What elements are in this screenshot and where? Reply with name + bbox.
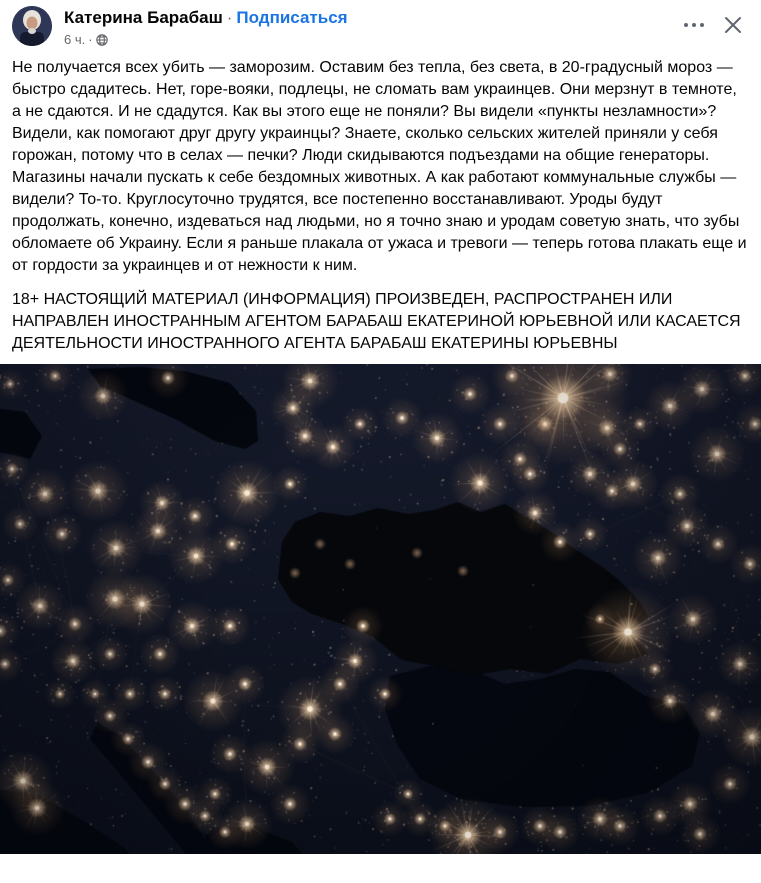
post-header [0,0,761,48]
post-image[interactable] [0,364,761,854]
more-options-button[interactable] [679,17,709,33]
post-timestamp[interactable]: 6 ч. [64,32,86,47]
foreign-agent-disclaimer: 18+ НАСТОЯЩИЙ МАТЕРИАЛ (ИНФОРМАЦИЯ) ПРОИЗВЕДЕН, РАСПРОСТРАНЕН ИЛИ НАПРАВЛЕН ИНОСТРАННЫМ АГЕНТОМ БАРАБАШ ЕКАТЕРИНОЙ ЮРЬЕВНОЙ ИЛИ КАСАЕТСЯ ДЕЯТЕЛЬНОСТИ ИНОСТРАННОГО АГЕНТА БАРАБАШ ЕКАТЕРИНЫ ЮРЬЕВНЫ [12,291,741,352]
post-text: Не получается всех убить — заморозим. Оставим без тепла, без света, в 20-градусный мороз — быстро сдадитесь. Нет, горе-вояки, подлецы, не сломать вам украинцев. Они мерзнут в темноте, а не сдаются. И не сдадутся. Как вы этого еще не поняли? Вы видели «пункты незламности»? Видели, как помогают друг другу украинцы? Знаете, сколько сельских жителей приняли у себя горожан, потому что в селах — печки? Люди скидываются подъездами на общие генераторы. Магазины начали пускать к себе бездомных животных. А как работают коммунальные службы — видели? То-то. Круглосуточно трудятся, все постепенно восстанавливают. Уроды будут продолжать, конечно, издеваться над людьми, но я точно знаю и уродам советую знать, что зубы обломаете об Украину. Если я раньше плакала от ужаса и тревоги — теперь готова плакать еще и от гордости за украинцев и от нежности к ним. [12,59,747,274]
header-actions [679,6,747,39]
meta-row [64,31,679,48]
ellipsis-icon [683,21,705,29]
avatar-image [12,6,52,46]
name-row [64,7,679,28]
close-button[interactable] [719,11,747,39]
globe-icon [96,34,108,46]
close-icon [723,15,743,35]
night-satellite-photo[interactable] [0,364,761,854]
name-separator: · [226,8,233,27]
header-text [64,6,679,48]
meta-separator: · [88,32,93,47]
author-name[interactable]: Катерина Барабаш [64,8,223,27]
avatar[interactable] [12,6,52,46]
follow-link[interactable]: Подписаться [236,8,348,27]
